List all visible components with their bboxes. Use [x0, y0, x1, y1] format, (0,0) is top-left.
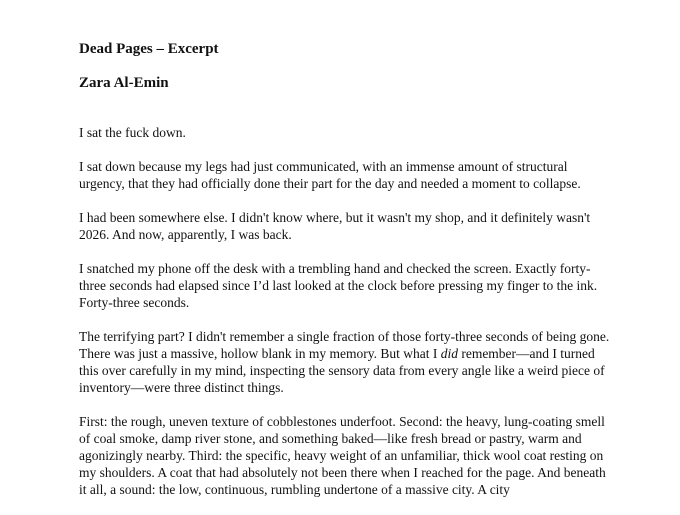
paragraph: I sat down because my legs had just communicated, with an immense amount of structural urgency, that they had officially done their part for the day and needed a moment to collapse.	[79, 159, 581, 191]
author-name: Zara Al-Emin	[79, 75, 169, 91]
paragraph: I sat the fuck down.	[79, 125, 186, 140]
paragraph-text: remember—and I turned this over carefully in my mind, inspecting the sensory data from every angle like a weird piece of inventory—were three distinct things.	[79, 346, 605, 395]
document-title: Dead Pages – Excerpt	[79, 41, 219, 57]
emphasized-word: did	[440, 346, 458, 361]
paragraph: I snatched my phone off the desk with a trembling hand and checked the screen. Exactly forty-three seconds had elapsed since I’d last looked at the clock before pressing my finger to the ink. Forty-three seconds.	[79, 261, 598, 310]
document-content	[79, 40, 611, 515]
paragraph: First: the rough, uneven texture of cobblestones underfoot. Second: the heavy, lung-coating smell of coal smoke, damp river stone, and something baked—like fresh bread or pastry, warm and agonizingly nearby. Third: the specific, heavy weight of an unfamiliar, thick wool coat resting on my shoulders. A coat that had absolutely not been there when I reached for the page. And beneath it all, a sound: the low, continuous, rumbling undertone of a massive city. A city	[79, 414, 606, 497]
paragraph: I had been somewhere else. I didn't know where, but it wasn't my shop, and it definitely wasn't 2026. And now, apparently, I was back.	[79, 210, 591, 242]
paragraph-text: The terrifying part? I didn't remember a single fraction of those forty-three seconds of being gone. There was just a massive, hollow blank in my memory. But what I	[79, 329, 610, 361]
document-body	[79, 124, 611, 498]
paragraph	[79, 328, 611, 396]
